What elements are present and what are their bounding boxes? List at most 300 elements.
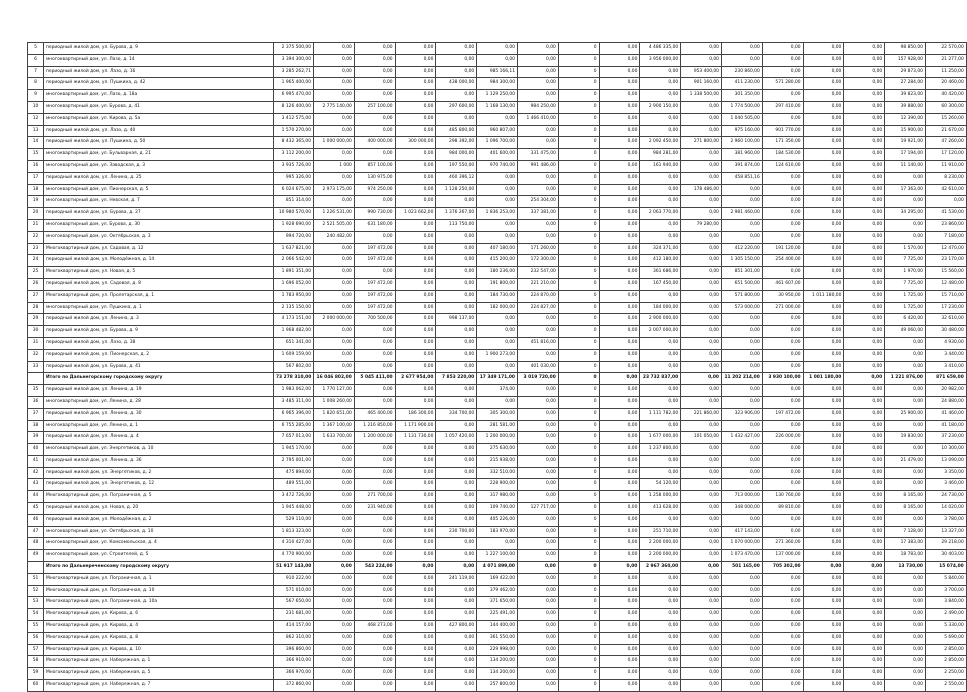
value-cell: 0 <box>558 385 599 397</box>
value-cell: 11 910,00 <box>925 160 966 172</box>
value-cell: 2 550,00 <box>925 680 966 692</box>
value-cell: 0,00 <box>762 455 803 467</box>
table-row <box>28 255 967 267</box>
value-cell: 0,00 <box>721 479 762 491</box>
row-number-cell: 51 <box>28 573 44 585</box>
value-cell: 0,00 <box>721 361 762 373</box>
row-number-cell: 39 <box>28 432 44 444</box>
table-row <box>28 632 967 644</box>
value-cell: 1 968 482,00 <box>274 326 314 338</box>
value-cell: 17 230,00 <box>925 302 966 314</box>
table-row <box>28 125 967 137</box>
value-cell: 0 <box>558 455 599 467</box>
value-cell: 0,00 <box>599 444 640 456</box>
value-cell: 2 900 150,00 <box>640 101 681 113</box>
value-cell: 0,00 <box>844 444 885 456</box>
table-row <box>28 267 967 279</box>
value-cell: 0,00 <box>803 479 844 491</box>
table-row <box>28 503 967 515</box>
row-number-cell: 58 <box>28 656 44 668</box>
address-cell: Многоквартирный дом, ул. Кирова, д. 4 <box>44 621 274 633</box>
value-cell: 2 375 500,00 <box>274 43 314 55</box>
value-cell: 0,00 <box>517 125 558 137</box>
value-cell: 0,00 <box>314 113 355 125</box>
value-cell: 0 <box>558 290 599 302</box>
value-cell: 0,00 <box>640 219 681 231</box>
value-cell: 27 284,00 <box>885 78 926 90</box>
value-cell: 23 732 837,00 <box>640 373 681 385</box>
value-cell: 0,00 <box>354 149 395 161</box>
value-cell: 0,00 <box>314 597 355 609</box>
value-cell: 0,00 <box>436 66 477 78</box>
value-cell: 29 218,00 <box>925 538 966 550</box>
value-cell: 0,00 <box>314 621 355 633</box>
value-cell: 0,00 <box>681 455 722 467</box>
value-cell: 0,00 <box>477 43 518 55</box>
value-cell: 0,00 <box>844 43 885 55</box>
value-cell: 0,00 <box>354 573 395 585</box>
table-row <box>28 113 967 125</box>
value-cell: 0,00 <box>844 290 885 302</box>
row-number-cell: 36 <box>28 396 44 408</box>
value-cell: 0,00 <box>803 432 844 444</box>
row-number-cell: 8 <box>28 78 44 90</box>
value-cell: 0,00 <box>314 632 355 644</box>
value-cell: 1 237 800,00 <box>640 444 681 456</box>
value-cell: 3 930 100,00 <box>762 373 803 385</box>
value-cell: 0,00 <box>354 43 395 55</box>
value-cell: 0,00 <box>803 385 844 397</box>
value-cell: 0,00 <box>517 479 558 491</box>
value-cell: 0,00 <box>314 455 355 467</box>
value-cell: 1 637 821,00 <box>274 243 314 255</box>
address-cell: периодный жилой дом, ул. Новая, д. 20 <box>44 503 274 515</box>
value-cell: 0,00 <box>844 503 885 515</box>
value-cell: 0,00 <box>803 314 844 326</box>
value-cell: 25 900,00 <box>885 408 926 420</box>
value-cell: 0,00 <box>681 609 722 621</box>
value-cell: 0,00 <box>354 644 395 656</box>
value-cell: 0,00 <box>681 290 722 302</box>
value-cell: 167 450,00 <box>640 278 681 290</box>
value-cell: 0,00 <box>314 255 355 267</box>
value-cell: 0,00 <box>517 78 558 90</box>
value-cell: 0,00 <box>844 609 885 621</box>
value-cell: 0,00 <box>314 656 355 668</box>
value-cell: 0,00 <box>885 609 926 621</box>
value-cell: 0,00 <box>721 54 762 66</box>
value-cell: 0,00 <box>314 491 355 503</box>
value-cell: 0,00 <box>314 538 355 550</box>
value-cell: 0,00 <box>354 267 395 279</box>
value-cell: 1 783 950,00 <box>274 290 314 302</box>
value-cell: 0,00 <box>640 78 681 90</box>
value-cell: 0,00 <box>885 444 926 456</box>
table-row <box>28 219 967 231</box>
table-row <box>28 550 967 562</box>
value-cell: 0,00 <box>599 66 640 78</box>
value-cell: 857 100,00 <box>354 160 395 172</box>
value-cell: 0,00 <box>844 160 885 172</box>
value-cell: 0,00 <box>803 467 844 479</box>
value-cell: 11 202 214,00 <box>721 373 762 385</box>
table-row <box>28 361 967 373</box>
value-cell: 0,00 <box>885 644 926 656</box>
value-cell: 0,00 <box>640 90 681 102</box>
value-cell: 0,00 <box>844 432 885 444</box>
value-cell: 0,00 <box>599 278 640 290</box>
value-cell: 0,00 <box>803 160 844 172</box>
value-cell: 7 725,00 <box>885 278 926 290</box>
value-cell: 0,00 <box>803 514 844 526</box>
value-cell: 0,00 <box>599 503 640 515</box>
table-row <box>28 621 967 633</box>
value-cell: 1 945 448,00 <box>274 503 314 515</box>
value-cell: 0,00 <box>517 668 558 680</box>
value-cell: 0,00 <box>314 54 355 66</box>
value-cell: 0,00 <box>885 337 926 349</box>
value-cell: 0,00 <box>681 267 722 279</box>
value-cell: 271 700,00 <box>354 491 395 503</box>
value-cell: 0,00 <box>436 632 477 644</box>
row-number-cell: 33 <box>28 361 44 373</box>
value-cell: 1 011 180,00 <box>803 290 844 302</box>
value-cell: 0,00 <box>681 656 722 668</box>
value-cell: 990 730,00 <box>354 208 395 220</box>
value-cell: 8 432 365,00 <box>274 137 314 149</box>
value-cell: 10 300,00 <box>925 444 966 456</box>
value-cell: 0,00 <box>640 361 681 373</box>
value-cell: 254 304,00 <box>517 196 558 208</box>
value-cell: 0,00 <box>762 172 803 184</box>
value-cell: 0,00 <box>599 90 640 102</box>
value-cell: 0,00 <box>314 172 355 184</box>
value-cell: 13 730,00 <box>885 562 926 574</box>
value-cell: 0,00 <box>681 125 722 137</box>
value-cell: 0,00 <box>314 585 355 597</box>
value-cell: 0,00 <box>844 420 885 432</box>
value-cell: 13 327,00 <box>925 526 966 538</box>
value-cell: 5 690,00 <box>925 632 966 644</box>
value-cell: 0,00 <box>885 361 926 373</box>
value-cell: 317 980,00 <box>477 491 518 503</box>
value-cell: 0,00 <box>762 514 803 526</box>
value-cell: 0,00 <box>395 278 436 290</box>
value-cell: 0,00 <box>436 479 477 491</box>
value-cell: 0,00 <box>885 668 926 680</box>
table-row <box>28 349 967 361</box>
value-cell: 412 220,00 <box>721 243 762 255</box>
value-cell: 391 874,00 <box>721 160 762 172</box>
value-cell: 0,00 <box>681 349 722 361</box>
value-cell: 460 396,12 <box>436 172 477 184</box>
value-cell: 301 350,00 <box>721 90 762 102</box>
value-cell: 396 860,00 <box>274 644 314 656</box>
value-cell: 0,00 <box>885 621 926 633</box>
value-cell: 3 019 720,00 <box>517 373 558 385</box>
value-cell: 0,00 <box>436 609 477 621</box>
value-cell: 0,00 <box>762 349 803 361</box>
address-cell: многоквартирный дом, ул. Ленина, д. 28 <box>44 396 274 408</box>
value-cell: 0,00 <box>640 609 681 621</box>
value-cell: 1 432 427,00 <box>721 432 762 444</box>
value-cell: 0,00 <box>354 597 395 609</box>
value-cell: 0,00 <box>762 267 803 279</box>
value-cell: 0,00 <box>354 632 395 644</box>
row-number-cell: 37 <box>28 408 44 420</box>
value-cell: 1 008 260,00 <box>314 396 355 408</box>
value-cell: 2 981 460,00 <box>721 208 762 220</box>
value-cell: 438 000,00 <box>436 78 477 90</box>
value-cell: 953 400,00 <box>681 66 722 78</box>
value-cell: 0,00 <box>762 337 803 349</box>
value-cell: 0,00 <box>803 597 844 609</box>
value-cell: 0,00 <box>844 349 885 361</box>
value-cell: 2 973 175,00 <box>314 184 355 196</box>
value-cell: 0,00 <box>762 66 803 78</box>
value-cell: 2 795 001,00 <box>274 455 314 467</box>
value-cell: 186 300,00 <box>395 408 436 420</box>
value-cell: 0,00 <box>844 373 885 385</box>
value-cell: 0,00 <box>599 585 640 597</box>
value-cell: 0 <box>558 54 599 66</box>
value-cell: 0,00 <box>395 656 436 668</box>
value-cell: 0,00 <box>681 538 722 550</box>
value-cell: 0,00 <box>395 326 436 338</box>
value-cell: 0,00 <box>436 585 477 597</box>
value-cell: 0 <box>558 208 599 220</box>
value-cell: 224 827,00 <box>517 302 558 314</box>
value-cell: 0,00 <box>395 444 436 456</box>
value-cell: 0,00 <box>885 196 926 208</box>
value-cell: 994 720,00 <box>274 231 314 243</box>
value-cell: 0,00 <box>436 302 477 314</box>
row-number-cell: 20 <box>28 208 44 220</box>
value-cell: 0,00 <box>517 550 558 562</box>
value-cell: 197 472,00 <box>354 302 395 314</box>
value-cell: 241 119,00 <box>436 573 477 585</box>
value-cell: 8 230,00 <box>925 172 966 184</box>
value-cell: 0,00 <box>314 609 355 621</box>
value-cell: 3 956 000,00 <box>640 54 681 66</box>
value-cell: 0 <box>558 408 599 420</box>
row-number-cell: 56 <box>28 632 44 644</box>
value-cell: 0,00 <box>517 562 558 574</box>
address-cell: периодный жилой дом, ул. Лазо, д. 16 <box>44 66 274 78</box>
value-cell: 32 610,00 <box>925 314 966 326</box>
value-cell: 0,00 <box>354 337 395 349</box>
value-cell: 0 <box>558 219 599 231</box>
value-cell: 0,00 <box>395 550 436 562</box>
value-cell: 0,00 <box>844 125 885 137</box>
value-cell: 0,00 <box>436 337 477 349</box>
value-cell: 1 168 130,00 <box>477 101 518 113</box>
value-cell: 0,00 <box>762 668 803 680</box>
table-row <box>28 573 967 585</box>
value-cell: 0,00 <box>599 137 640 149</box>
value-cell: 49 060,00 <box>885 326 926 338</box>
value-cell: 0,00 <box>395 184 436 196</box>
value-cell: 0,00 <box>395 573 436 585</box>
value-cell: 0 <box>558 267 599 279</box>
value-cell: 0,00 <box>640 644 681 656</box>
value-cell: 161 940,00 <box>640 160 681 172</box>
value-cell: 348 000,00 <box>721 503 762 515</box>
value-cell: 0,00 <box>721 314 762 326</box>
value-cell: 0,00 <box>314 43 355 55</box>
value-cell: 0,00 <box>721 326 762 338</box>
value-cell: 0,00 <box>721 597 762 609</box>
value-cell: 862 310,00 <box>274 632 314 644</box>
value-cell: 197 472,00 <box>762 408 803 420</box>
value-cell: 3 410,00 <box>925 361 966 373</box>
value-cell: 0,00 <box>354 113 395 125</box>
value-cell: 0 <box>558 196 599 208</box>
value-cell: 0,00 <box>681 373 722 385</box>
value-cell: 0,00 <box>395 243 436 255</box>
table-row <box>28 78 967 90</box>
value-cell: 0,00 <box>681 526 722 538</box>
value-cell: 0,00 <box>803 420 844 432</box>
value-cell: 1 111 782,00 <box>640 408 681 420</box>
value-cell: 0,00 <box>599 479 640 491</box>
value-cell: 361 550,00 <box>477 632 518 644</box>
value-cell: 0,00 <box>436 420 477 432</box>
value-cell: 713 000,00 <box>721 491 762 503</box>
value-cell: 257 100,00 <box>354 101 395 113</box>
address-cell: Многоквартирный дом, ул. Кирова, д. 8 <box>44 632 274 644</box>
value-cell: 0,00 <box>721 585 762 597</box>
value-cell: 0,00 <box>599 43 640 55</box>
row-number-cell: 40 <box>28 444 44 456</box>
value-cell: 1 001 180,00 <box>803 373 844 385</box>
value-cell: 0,00 <box>314 503 355 515</box>
table-row <box>28 644 967 656</box>
value-cell: 13 090,00 <box>925 455 966 467</box>
value-cell: 2 900 000,00 <box>640 314 681 326</box>
value-cell: 16 046 802,00 <box>314 373 355 385</box>
value-cell: 991 486,00 <box>517 160 558 172</box>
address-cell: многоквартирный дом, ул. Невская, д. 7 <box>44 196 274 208</box>
value-cell: 0,00 <box>477 231 518 243</box>
value-cell: 1 057 420,00 <box>436 432 477 444</box>
value-cell: 0 <box>558 90 599 102</box>
value-cell: 0,00 <box>803 562 844 574</box>
value-cell: 0,00 <box>354 680 395 692</box>
value-cell: 23 860,00 <box>925 219 966 231</box>
value-cell: 0,00 <box>517 408 558 420</box>
value-cell: 231 940,00 <box>354 503 395 515</box>
table-row <box>28 231 967 243</box>
value-cell: 0,00 <box>681 621 722 633</box>
value-cell: 0,00 <box>354 538 395 550</box>
value-cell: 0,00 <box>844 479 885 491</box>
value-cell: 1 040 505,00 <box>721 113 762 125</box>
value-cell: 0,00 <box>395 526 436 538</box>
value-cell: 0,00 <box>681 208 722 220</box>
value-cell: 0,00 <box>314 196 355 208</box>
value-cell: 275 630,00 <box>477 444 518 456</box>
value-cell: 0,00 <box>436 396 477 408</box>
value-cell: 197 472,00 <box>354 255 395 267</box>
value-cell: 197 472,00 <box>354 290 395 302</box>
value-cell: 15 074,00 <box>925 562 966 574</box>
value-cell: 571 280,00 <box>762 78 803 90</box>
value-cell: 221 210,00 <box>517 278 558 290</box>
value-cell: 0,00 <box>314 361 355 373</box>
table-row <box>28 385 967 397</box>
value-cell: 0,00 <box>640 680 681 692</box>
value-cell: 0,00 <box>681 668 722 680</box>
value-cell: 0,00 <box>640 420 681 432</box>
value-cell: 0,00 <box>395 78 436 90</box>
value-cell: 1 171 900,00 <box>395 420 436 432</box>
value-cell: 0,00 <box>681 113 722 125</box>
value-cell: 225 491,00 <box>477 609 518 621</box>
value-cell: 567 650,00 <box>274 597 314 609</box>
address-cell: Многоквартирный дом, ул. Кирова, д. 10 <box>44 644 274 656</box>
value-cell: 0,00 <box>436 503 477 515</box>
value-cell: 0 <box>558 503 599 515</box>
value-cell: 871 659,00 <box>925 373 966 385</box>
value-cell: 0,00 <box>844 668 885 680</box>
value-cell: 960 807,00 <box>477 125 518 137</box>
value-cell: 0,00 <box>395 54 436 66</box>
value-cell: 0,00 <box>436 267 477 279</box>
value-cell: 4 486 335,00 <box>640 43 681 55</box>
value-cell: 0,00 <box>844 113 885 125</box>
value-cell: 1 696 052,00 <box>274 278 314 290</box>
value-cell: 0,00 <box>354 467 395 479</box>
table-row <box>28 514 967 526</box>
value-cell: 0,00 <box>844 644 885 656</box>
value-cell: 0,00 <box>762 361 803 373</box>
value-cell: 1 070 000,00 <box>721 538 762 550</box>
value-cell: 0,00 <box>599 184 640 196</box>
row-number-cell: 60 <box>28 680 44 692</box>
value-cell: 1 970,00 <box>885 267 926 279</box>
value-cell: 0 <box>558 172 599 184</box>
value-cell: 1 945 170,00 <box>274 444 314 456</box>
value-cell: 1 770 127,00 <box>314 385 355 397</box>
value-cell: 0,00 <box>803 54 844 66</box>
value-cell: 0,00 <box>517 644 558 656</box>
value-cell: 0,00 <box>314 267 355 279</box>
address-cell: периодный жилой дом, ул. Ленина, д. 4 <box>44 432 274 444</box>
value-cell: 134 200,00 <box>477 656 518 668</box>
value-cell: 0,00 <box>395 149 436 161</box>
value-cell: 407 180,00 <box>477 243 518 255</box>
value-cell: 0,00 <box>885 385 926 397</box>
value-cell: 0,00 <box>314 337 355 349</box>
value-cell: 0,00 <box>314 668 355 680</box>
address-cell: многоквартирный дом, ул. Октябрьская, д. 3 <box>44 231 274 243</box>
value-cell: 0,00 <box>436 444 477 456</box>
value-cell: 0,00 <box>354 479 395 491</box>
value-cell: 0,00 <box>395 562 436 574</box>
value-cell: 47 260,00 <box>925 137 966 149</box>
row-number-cell: 21 <box>28 219 44 231</box>
table-row <box>28 597 967 609</box>
value-cell: 651 341,00 <box>274 337 314 349</box>
value-cell: 1 200 000,00 <box>354 432 395 444</box>
value-cell: 0,00 <box>681 326 722 338</box>
table-row <box>28 337 967 349</box>
value-cell: 0,00 <box>436 290 477 302</box>
value-cell: 0,00 <box>436 231 477 243</box>
value-cell: 7 725,00 <box>885 255 926 267</box>
value-cell: 8 126 400,00 <box>274 101 314 113</box>
